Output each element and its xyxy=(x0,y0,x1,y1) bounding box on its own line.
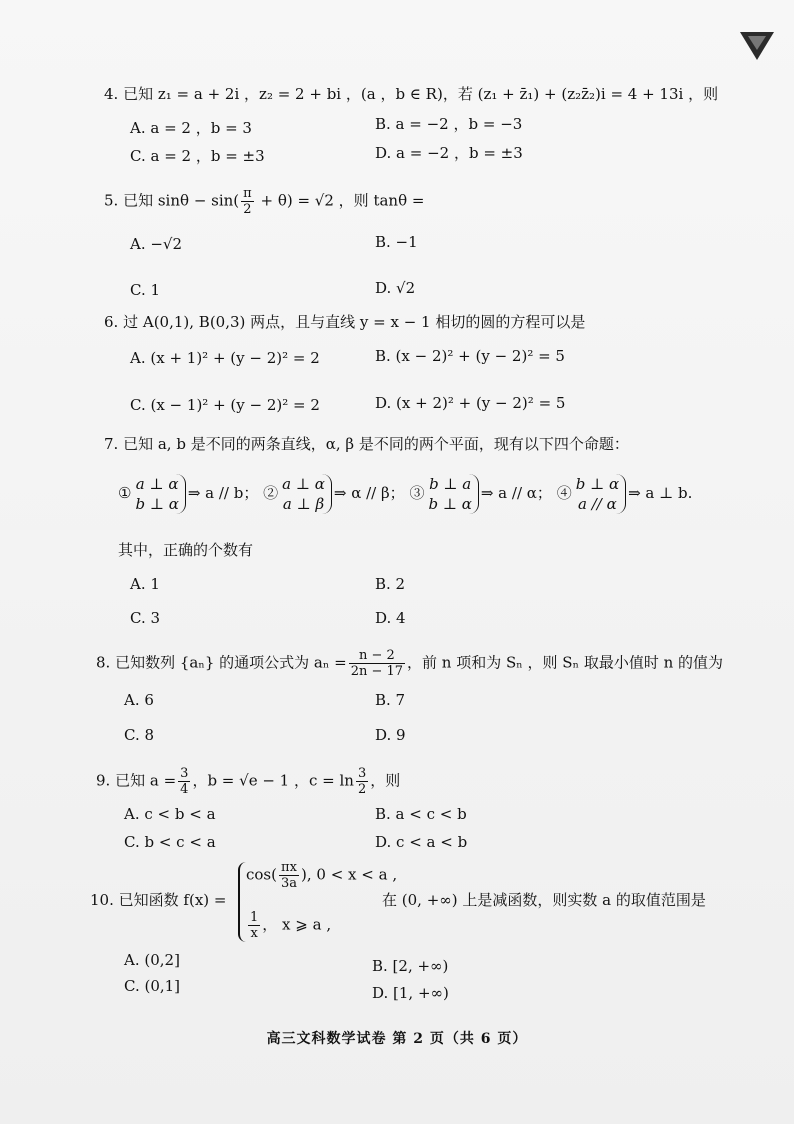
question-number: 10. xyxy=(90,891,114,909)
q5-option-c: C. 1 xyxy=(130,281,161,299)
proposition-4-tag: ④ xyxy=(556,484,572,502)
question-number: 8. xyxy=(96,653,111,672)
proposition-1-result: ⇒ a // b； xyxy=(187,484,259,502)
proposition-4-conditions xyxy=(574,474,626,514)
q9-option-d: D. c < a < b xyxy=(375,833,468,851)
proposition-1-conditions xyxy=(133,474,185,514)
question-text-a: 已知 sinθ − sin( xyxy=(123,191,240,210)
q7-option-a: A. 1 xyxy=(130,575,160,593)
question-text-b: ，b = √e − 1 ，c = ln xyxy=(192,771,354,790)
fraction-denominator: 3a xyxy=(280,876,298,891)
fraction-denominator: x xyxy=(250,926,258,941)
q10-option-c: C. (0,1] xyxy=(124,977,181,995)
fraction xyxy=(356,766,368,797)
q9-option-a: A. c < b < a xyxy=(124,805,216,823)
question-text-a: 已知 a = xyxy=(115,771,177,790)
question-10-stem-a xyxy=(90,890,226,910)
q6-option-b: B. (x − 2)² + (y − 2)² = 5 xyxy=(375,347,565,365)
fraction-numerator: 3 xyxy=(180,766,189,781)
fraction xyxy=(241,186,254,217)
case-1-text-a: cos( xyxy=(246,865,277,884)
fraction xyxy=(178,766,190,797)
case-2-text: ， x ⩾ a , xyxy=(262,915,332,934)
question-text: 过 A(0,1), B(0,3) 两点，且与直线 y = x − 1 相切的圆的方程可以是 xyxy=(123,313,586,331)
question-text-b: ，前 n 项和为 Sₙ ，则 Sₙ 取最小值时 n 的值为 xyxy=(407,653,724,672)
question-number: 5. xyxy=(104,191,119,210)
proposition-3-conditions xyxy=(426,474,478,514)
piecewise-case-1 xyxy=(246,860,397,891)
q7-propositions xyxy=(118,474,692,514)
condition-bottom: b ⊥ α xyxy=(428,495,472,513)
q5-option-d: D. √2 xyxy=(375,279,416,297)
proposition-2-tag: ② xyxy=(263,484,279,502)
q7-option-b: B. 2 xyxy=(375,575,406,593)
q4-option-c: C. a = 2 ，b = ±3 xyxy=(130,147,265,165)
corner-triangle-mark xyxy=(738,28,776,62)
q5-option-a: A. −√2 xyxy=(130,235,183,253)
question-5-stem xyxy=(104,186,424,217)
question-9-stem xyxy=(96,766,400,797)
q6-option-d: D. (x + 2)² + (y − 2)² = 5 xyxy=(375,394,566,412)
q4-option-b: B. a = −2 ，b = −3 xyxy=(375,115,523,133)
q9-option-c: C. b < c < a xyxy=(124,833,216,851)
q8-option-c: C. 8 xyxy=(124,726,155,744)
q7-subquestion: 其中，正确的个数有 xyxy=(118,541,254,559)
q7-option-d: D. 4 xyxy=(375,609,406,627)
condition-top: b ⊥ α xyxy=(575,475,620,493)
question-text: 已知 a, b 是不同的两条直线，α, β 是不同的两个平面，现有以下四个命题： xyxy=(123,435,629,453)
q8-option-b: B. 7 xyxy=(375,691,406,709)
condition-bottom: a // α xyxy=(578,495,617,513)
fraction xyxy=(349,648,405,679)
condition-top: b ⊥ a xyxy=(429,475,472,493)
q6-option-a: A. (x + 1)² + (y − 2)² = 2 xyxy=(130,349,320,367)
fraction-denominator: 4 xyxy=(180,782,189,797)
question-7-stem xyxy=(104,434,629,454)
fraction-denominator: 2 xyxy=(357,782,367,797)
proposition-2-conditions xyxy=(280,474,332,514)
q8-option-a: A. 6 xyxy=(124,691,154,709)
piecewise-case-2 xyxy=(246,910,331,941)
question-text-a: 已知数列 {aₙ} 的通项公式为 aₙ = xyxy=(115,653,347,672)
question-10-stem-b: 在 (0, +∞) 上是减函数，则实数 a 的取值范围是 xyxy=(382,891,706,909)
q9-option-b: B. a < c < b xyxy=(375,805,467,823)
case-1-text-b: ), 0 < x < a , xyxy=(301,865,398,884)
condition-bottom: b ⊥ α xyxy=(135,495,179,513)
question-8-stem xyxy=(96,648,723,679)
question-text-a: 已知函数 f(x) = xyxy=(118,891,227,909)
fraction-numerator: n − 2 xyxy=(349,648,405,664)
question-text-c: ，则 xyxy=(370,771,401,790)
proposition-3-tag: ③ xyxy=(409,484,425,502)
q7-option-c: C. 3 xyxy=(130,609,161,627)
fraction xyxy=(248,910,260,941)
q10-option-a: A. (0,2] xyxy=(124,951,180,969)
condition-bottom: a ⊥ β xyxy=(282,495,325,513)
fraction-denominator: 2n − 17 xyxy=(350,664,404,679)
question-4-stem xyxy=(104,84,718,104)
question-number: 4. xyxy=(104,85,119,103)
fraction xyxy=(279,860,299,891)
q5-option-b: B. −1 xyxy=(375,233,418,251)
q4-option-d: D. a = −2 ，b = ±3 xyxy=(375,144,523,162)
condition-top: a ⊥ α xyxy=(135,475,179,493)
fraction-denominator: 2 xyxy=(243,202,252,217)
q10-option-d: D. [1, +∞) xyxy=(372,984,449,1002)
proposition-1-tag: ① xyxy=(118,484,132,502)
fraction-numerator: π xyxy=(243,186,252,201)
q6-option-c: C. (x − 1)² + (y − 2)² = 2 xyxy=(130,396,320,414)
q8-option-d: D. 9 xyxy=(375,726,406,744)
fraction-numerator: 1 xyxy=(250,910,259,925)
fraction-numerator: πx xyxy=(279,860,299,876)
proposition-4-result: ⇒ a ⊥ b. xyxy=(628,484,693,502)
question-text: 已知 z₁ = a + 2i ，z₂ = 2 + bi ，(a ，b ∈ R)，若 (z₁ + z̄₁) + (z₂z̄₂)i = 4 + 13i ，则 xyxy=(123,85,719,103)
proposition-2-result: ⇒ α // β； xyxy=(333,484,405,502)
condition-top: a ⊥ α xyxy=(282,475,325,493)
question-number: 7. xyxy=(104,435,119,453)
question-6-stem xyxy=(104,312,585,332)
fraction-numerator: 3 xyxy=(357,766,367,781)
q10-option-b: B. [2, +∞) xyxy=(372,957,449,975)
proposition-3-result: ⇒ a // α； xyxy=(480,484,552,502)
question-text-b: + θ) = √2 ，则 tanθ = xyxy=(255,191,425,210)
q4-option-a: A. a = 2 ，b = 3 xyxy=(130,119,252,137)
question-number: 6. xyxy=(104,313,119,331)
question-number: 9. xyxy=(96,771,111,790)
page-footer: 高三文科数学试卷 第 2 页（共 6 页） xyxy=(266,1031,528,1047)
